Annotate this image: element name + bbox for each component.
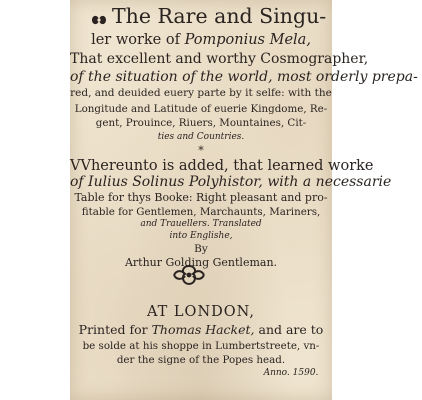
addition-line-1: VVhereunto is added, that learned worke: [70, 158, 374, 174]
body-line-6: ties and Countries.: [157, 132, 245, 142]
title-line-1: The Rare and Singu-: [112, 4, 327, 28]
addition-line-4: fitable for Gentlemen, Marchaunts, Mariners,: [81, 206, 321, 218]
addition-line-2: of Iulius Solinus Polyhistor, with a necessarie: [70, 174, 392, 190]
printers-ornament-icon: [171, 263, 207, 287]
body-line-2: of the situation of the world, most orderly prepa-: [70, 69, 418, 85]
addition-line-7: By: [194, 243, 208, 255]
addition-line-5: and Trauellers. Translated: [140, 219, 262, 229]
body-line-5: gent, Prouince, Riuers, Mountaines, Cit-: [95, 117, 307, 129]
asterisk-mark: *: [198, 144, 204, 157]
body-line-3: red, and deuided euery parte by it selfe: with the: [70, 87, 332, 99]
title-page: [70, 0, 418, 400]
imprint-line-2: Printed for Thomas Hacket, and are to: [78, 322, 324, 337]
title-line-2: ler worke of Pomponius Mela,: [91, 32, 311, 48]
addition-line-6: into Englishe,: [169, 231, 233, 241]
body-line-1: That excellent and worthy Cosmographer,: [70, 51, 369, 67]
body-line-4: Longitude and Latitude of euerie Kingdome, Re-: [74, 103, 328, 115]
addition-line-3: Table for thys Booke: Right pleasant and pro-: [74, 191, 328, 204]
imprint-line-4: der the signe of the Popes head.: [116, 354, 286, 366]
imprint-line-3: be solde at his shoppe in Lumbertstreete, vn-: [82, 340, 320, 352]
translator-line: Arthur Golding Gentleman.: [124, 256, 278, 269]
imprint-place: AT LONDON,: [146, 304, 256, 320]
imprint-date: Anno. 1590.: [263, 368, 319, 378]
